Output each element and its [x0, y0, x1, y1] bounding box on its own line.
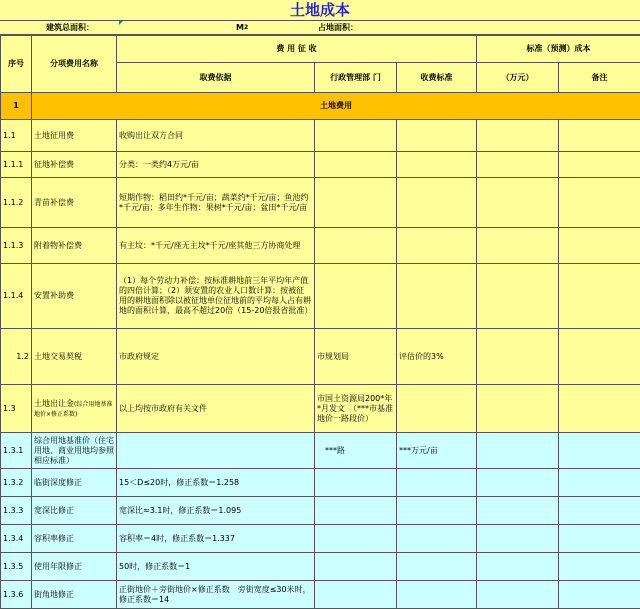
row-remarks: [559, 433, 640, 469]
row-remarks: [559, 178, 640, 228]
row-cost: [477, 497, 559, 525]
row-standard: [397, 497, 477, 525]
row-cost: [477, 264, 559, 329]
header-department: 行政管理部 门: [315, 63, 397, 93]
header-item-name: 分项费用名称: [32, 36, 117, 93]
row-cost: [477, 152, 559, 178]
row-department: [315, 120, 397, 152]
row-cost: [477, 525, 559, 553]
row-remarks: [559, 525, 640, 553]
row-name: 临街深度修正: [32, 469, 117, 497]
row-standard: ***万元/亩: [397, 433, 477, 469]
row-standard: [397, 228, 477, 264]
row-basis: 市政府规定: [117, 329, 315, 385]
row-basis: 短期作物：稻田约*千元/亩；蔬菜约*千元/亩；鱼池约*千元/亩；多年生作物：果树*千元/亩；盆田*千元/亩: [117, 178, 315, 228]
row-basis: 15＜D≤20时，修正系数＝1.258: [117, 469, 315, 497]
row-remarks: [559, 581, 640, 609]
area-unit: $M^2$: [236, 23, 248, 33]
row-name: 青苗补偿费: [32, 178, 117, 228]
row-name: 土地出让金(综合用地基准地价×修正系数): [32, 385, 117, 433]
row-basis: 有主坟：*千元/座无主坟*千元/座其他三方协商处理: [117, 228, 315, 264]
table-row: [1, 525, 640, 553]
section-label: 土地费用: [32, 93, 640, 120]
row-standard: [397, 385, 477, 433]
row-cost: [477, 581, 559, 609]
row-standard: [397, 469, 477, 497]
row-standard: [397, 581, 477, 609]
land-area-label: 占地面积：: [318, 23, 358, 33]
row-name: 街角地修正: [32, 581, 117, 609]
row-department: [315, 228, 397, 264]
row-standard: [397, 120, 477, 152]
table-row: [1, 433, 640, 469]
table-row: [1, 228, 640, 264]
row-department: 市国土资源局200*年*月发文 （***市基准地价一路段价）: [315, 385, 397, 433]
row-cost: [477, 228, 559, 264]
row-department: [315, 264, 397, 329]
row-basis: 分类：一类约4万元/亩: [117, 152, 315, 178]
table-row: [1, 553, 640, 581]
row-name: 土地征用费: [32, 120, 117, 152]
row-basis: 收购出让双方合同: [117, 120, 315, 152]
table-row: [1, 581, 640, 609]
row-remarks: [559, 385, 640, 433]
row-standard: [397, 264, 477, 329]
row-number: 1.3.2: [1, 469, 32, 497]
table-row: [1, 120, 640, 152]
header-unit: （万元）: [477, 63, 559, 93]
row-department: [315, 581, 397, 609]
header-seq: 序号: [1, 36, 32, 93]
row-standard: 评估价的3%: [397, 329, 477, 385]
row-number: 1.3: [1, 385, 32, 433]
header-fee-standard: 收费标准: [397, 63, 477, 93]
row-number: 1.3.6: [1, 581, 32, 609]
row-name: 容积率修正: [32, 525, 117, 553]
row-cost: [477, 433, 559, 469]
row-name: 附着物补偿费: [32, 228, 117, 264]
row-cost: [477, 329, 559, 385]
table-row: [1, 178, 640, 228]
row-remarks: [559, 264, 640, 329]
row-basis: 以上均按市政府有关文件: [117, 385, 315, 433]
table-row: [1, 264, 640, 329]
row-number: 1.2: [1, 329, 32, 385]
header-fee-group: 费 用 征 收: [117, 36, 477, 63]
table-row: [1, 469, 640, 497]
row-department: [315, 152, 397, 178]
row-standard: [397, 178, 477, 228]
row-standard: [397, 525, 477, 553]
title-row: [0, 0, 640, 21]
table-row: [1, 497, 640, 525]
row-cost: [477, 120, 559, 152]
row-remarks: [559, 553, 640, 581]
row-number: 1.3.4: [1, 525, 32, 553]
header-standard-group: 标准（预测）成本: [477, 36, 640, 63]
table-row: [1, 329, 640, 385]
row-number: 1.1: [1, 120, 32, 152]
row-number: 1.1.4: [1, 264, 32, 329]
row-remarks: [559, 120, 640, 152]
row-basis: [117, 433, 315, 469]
row-cost: [477, 385, 559, 433]
row-number: 1.3.5: [1, 553, 32, 581]
row-basis: 50时，修正系数＝1: [117, 553, 315, 581]
row-department: [315, 497, 397, 525]
row-remarks: [559, 469, 640, 497]
row-number: 1.3.1: [1, 433, 32, 469]
row-number: 1.3.3: [1, 497, 32, 525]
row-basis: 容积率＝4时，修正系数＝1.337: [117, 525, 315, 553]
row-name: 征地补偿费: [32, 152, 117, 178]
row-name-note: (综合用地基准地价×修正系数): [34, 401, 112, 418]
cost-table: [0, 35, 640, 609]
row-remarks: [559, 228, 640, 264]
row-department: ***路: [315, 433, 397, 469]
row-standard: [397, 152, 477, 178]
row-number: 1.1.1: [1, 152, 32, 178]
row-department: [315, 178, 397, 228]
row-remarks: [559, 329, 640, 385]
row-standard: [397, 553, 477, 581]
sheet-title: 土地成本: [0, 1, 640, 19]
row-number: 1.1.3: [1, 228, 32, 264]
row-department: [315, 553, 397, 581]
row-basis: （1）每个劳动力补偿：按标准耕地前三年平均年产值的四倍计算；（2）须安置的农业人口数计算：按被征用的耕地面积除以被征地单位征地前的平均每人占有耕地的面积计算，最高不超过20倍（15-20倍报省批准）: [117, 264, 315, 329]
row-number: 1.1.2: [1, 178, 32, 228]
row-department: [315, 525, 397, 553]
row-remarks: [559, 152, 640, 178]
row-name: 使用年限修正: [32, 553, 117, 581]
row-basis: 正街地价＋旁街地价×修正系数 旁街宽度≤30米时，修正系数＝14: [117, 581, 315, 609]
row-basis: 宽深比≈3.1时，修正系数＝1.095: [117, 497, 315, 525]
row-cost: [477, 553, 559, 581]
row-name: 土地交易契税: [32, 329, 117, 385]
cell-comment-marker: [119, 21, 123, 25]
row-name: 安置补助费: [32, 264, 117, 329]
section-number: 1: [1, 93, 32, 120]
row-cost: [477, 469, 559, 497]
area-info-row: [0, 21, 640, 35]
row-cost: [477, 178, 559, 228]
row-name: 宽深比修正: [32, 497, 117, 525]
header-basis: 取费依据: [117, 63, 315, 93]
table-row: [1, 385, 640, 433]
section-row: [1, 93, 640, 120]
row-remarks: [559, 497, 640, 525]
building-area-label: 建筑总面积：: [46, 23, 94, 33]
row-department: 市规划局: [315, 329, 397, 385]
row-department: [315, 469, 397, 497]
row-name: 综合用地基准价（住宅用地、商业用地均参照相应标准）: [32, 433, 117, 469]
table-row: [1, 152, 640, 178]
header-remarks: 备注: [559, 63, 640, 93]
